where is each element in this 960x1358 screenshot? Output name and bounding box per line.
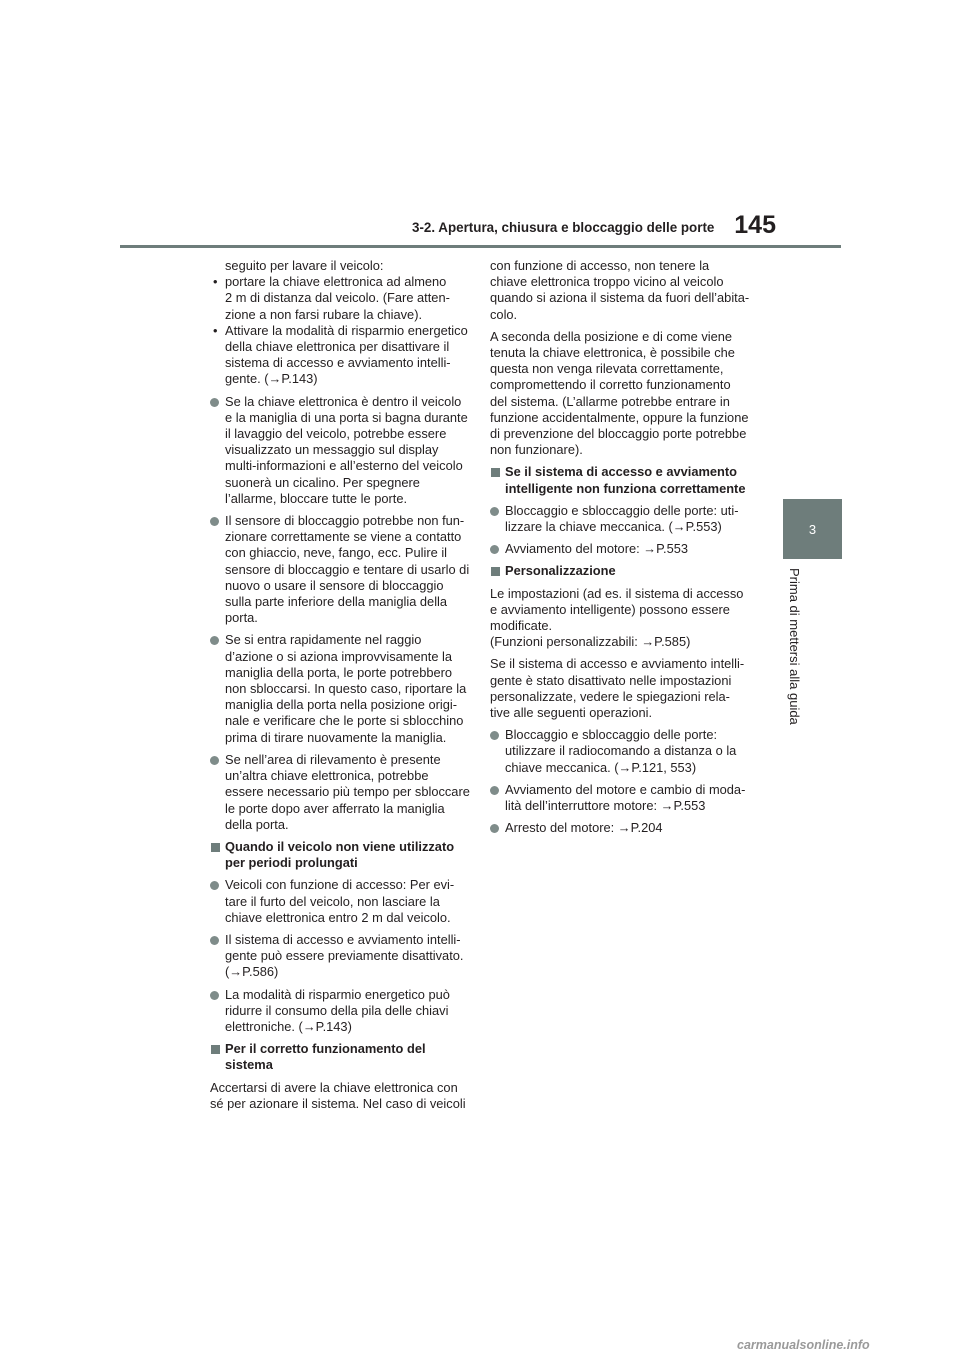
text-line: portare la chiave elettronica ad almeno <box>225 274 447 290</box>
text-line: tive alle seguenti operazioni. <box>490 705 653 721</box>
chapter-title: Prima di mettersi alla guida <box>787 568 802 725</box>
text-line: le porte dopo aver afferrato la maniglia <box>225 800 445 816</box>
text-line: Se il sistema di accesso e avviamento <box>505 464 738 480</box>
chapter-tab[interactable] <box>783 499 842 559</box>
text-line: porta. <box>225 610 258 626</box>
bullet-icon <box>210 936 219 945</box>
text-line: ridurre il consumo della pila delle chiavi <box>225 1002 449 1018</box>
bullet-icon <box>210 636 219 645</box>
text-line: Veicoli con funzione di accesso: Per evi- <box>225 877 455 893</box>
text-line: 2 m di distanza dal veicolo. (Fare atten- <box>225 290 450 306</box>
list-item <box>210 987 472 1036</box>
text-line: zione a non farsi rubare la chiave). <box>225 306 423 322</box>
text-line: funzione accidentalmente, oppure la funzione <box>490 409 749 425</box>
text-line: di prevenzione del bloccaggio porte potrebbe <box>490 426 747 442</box>
text-line: Bloccaggio e sbloccaggio delle porte: uti- <box>505 502 739 518</box>
text-line: seguito per lavare il veicolo: <box>225 258 384 273</box>
section-heading <box>210 839 472 871</box>
text-line: Il sensore di bloccaggio potrebbe non fun- <box>225 513 465 529</box>
text-line: del sistema. (L’allarme potrebbe entrare in <box>490 393 730 409</box>
list-item <box>210 513 472 626</box>
text-line: chiave elettronica troppo vicino al veicolo <box>490 274 724 290</box>
text-line: (Funzioni personalizzabili: →P.585) <box>490 634 691 650</box>
text-line: tare il furto del veicolo, non lasciare la <box>225 893 440 909</box>
dash-marker: • <box>213 274 218 290</box>
text-line: chiave meccanica. (→P.121, 553) <box>505 759 697 775</box>
text-line: e avviamento intelligente) possono essere <box>490 601 730 617</box>
text-line: gente. (→P.143) <box>225 371 318 387</box>
square-icon <box>211 1045 220 1054</box>
list-item <box>490 820 752 836</box>
dash-item <box>210 274 472 323</box>
text-line: lizzare la chiave meccanica. (→P.553) <box>505 519 722 535</box>
text-line: Avviamento del motore e cambio di moda- <box>505 781 746 797</box>
text-line: personalizzate, vedere le spiegazioni rela- <box>490 688 730 704</box>
square-icon <box>491 567 500 576</box>
list-item <box>490 782 752 814</box>
text-line: non sbloccarsi. In questo caso, riportare la <box>225 681 467 697</box>
continued-text <box>210 258 472 274</box>
square-icon <box>211 843 220 852</box>
text-line: un’altra chiave elettronica, potrebbe <box>225 768 429 784</box>
bullet-icon <box>490 507 499 516</box>
list-item <box>490 541 752 557</box>
text-line: colo. <box>490 306 518 322</box>
text-line: nale e verificare che le porte si sblocchino <box>225 713 464 729</box>
text-line: maniglia della porta nella posizione origi- <box>225 697 458 713</box>
text-line: Le impostazioni (ad es. il sistema di accesso <box>490 585 744 601</box>
text-line: (→P.586) <box>225 964 279 980</box>
dash-marker: • <box>213 322 218 338</box>
text-line: Quando il veicolo non viene utilizzato <box>225 838 455 854</box>
paragraph <box>490 586 752 651</box>
square-icon <box>491 468 500 477</box>
text-line: chiave elettronica entro 2 m dal veicolo. <box>225 909 451 925</box>
bullet-icon <box>210 756 219 765</box>
text-line: gente è stato disattivato nelle impostazioni <box>490 672 732 688</box>
list-item <box>210 394 472 507</box>
continued-text <box>490 258 752 323</box>
text-line: Arresto del motore: →P.204 <box>505 820 663 836</box>
text-line: A seconda della posizione e di come viene <box>490 328 733 344</box>
list-item <box>210 632 472 745</box>
list-item <box>210 932 472 981</box>
text-line: intelligente non funziona correttamente <box>505 480 746 496</box>
text-line: per periodi prolungati <box>225 855 358 871</box>
text-line: Attivare la modalità di risparmio energetico <box>225 322 468 338</box>
text-line: Per il corretto funzionamento del <box>225 1041 426 1057</box>
text-line: nuovo o usare il sensore di bloccaggio <box>225 577 444 593</box>
text-line: della chiave elettronica per disattivare il <box>225 339 450 355</box>
text-line: sé per azionare il sistema. Nel caso di veicoli <box>210 1095 466 1111</box>
bullet-icon <box>210 881 219 890</box>
text-line: Personalizzazione <box>505 563 616 579</box>
bullet-icon <box>210 991 219 1000</box>
text-line: zionare correttamente se viene a contatto <box>225 529 462 545</box>
text-line: Se nell’area di rilevamento è presente <box>225 751 441 767</box>
text-line: e la maniglia di una porta si bagna durante <box>225 409 468 425</box>
text-line: modificate. <box>490 618 553 634</box>
paragraph <box>210 1080 472 1112</box>
header-divider <box>120 245 841 248</box>
text-line: sulla parte inferiore della maniglia della <box>225 594 448 610</box>
text-line: elettroniche. (→P.143) <box>225 1018 352 1034</box>
text-line: il lavaggio del veicolo, potrebbe essere <box>225 426 447 442</box>
paragraph <box>490 656 752 721</box>
bullet-icon <box>490 731 499 740</box>
text-line: Accertarsi di avere la chiave elettronica con <box>210 1079 458 1095</box>
section-heading <box>490 563 752 579</box>
section-title: 3-2. Apertura, chiusura e bloccaggio delle porte <box>412 220 715 235</box>
page-number: 145 <box>734 211 776 239</box>
text-line: essere necessario più tempo per sbloccare <box>225 784 470 800</box>
section-heading <box>490 464 752 496</box>
paragraph <box>490 329 752 459</box>
text-line: La modalità di risparmio energetico può <box>225 986 450 1002</box>
bullet-icon <box>490 786 499 795</box>
text-line: multi-informazioni e all’esterno del veicolo <box>225 458 463 474</box>
text-line: con ghiaccio, neve, fango, ecc. Pulire il <box>225 545 448 561</box>
text-line: d’azione o si aziona improvvisamente la <box>225 648 453 664</box>
text-line: suonerà un cicalino. Per spegnere <box>225 474 420 490</box>
text-line: lità dell’interruttore motore: →P.553 <box>505 798 706 814</box>
text-line: Il sistema di accesso e avviamento intelli- <box>225 931 461 947</box>
text-line: prima di tirare nuovamente la maniglia. <box>225 729 447 745</box>
text-line: Avviamento del motore: →P.553 <box>505 541 689 557</box>
dash-item <box>210 323 472 388</box>
list-item <box>210 752 472 833</box>
text-line: Se si entra rapidamente nel raggio <box>225 632 422 648</box>
text-line: della porta. <box>225 816 289 832</box>
text-line: Bloccaggio e sbloccaggio delle porte: <box>505 727 718 743</box>
text-line: l’allarme, bloccare tutte le porte. <box>225 490 408 506</box>
left-column <box>210 258 472 1118</box>
bullet-icon <box>490 545 499 554</box>
text-line: compromettendo il corretto funzionamento <box>490 377 731 393</box>
watermark: carmanualsonline.info <box>737 1338 870 1352</box>
text-line: tenuta la chiave elettronica, è possibile che <box>490 345 735 361</box>
bullet-icon <box>210 517 219 526</box>
right-column <box>490 258 752 843</box>
text-line: Se il sistema di accesso e avviamento intelli- <box>490 656 745 672</box>
text-line: quando si aziona il sistema da fuori dell’abita- <box>490 290 750 306</box>
text-line: visualizzato un messaggio sul display <box>225 442 439 458</box>
text-line: sensore di bloccaggio e tentare di usarlo di <box>225 561 470 577</box>
list-item <box>490 727 752 776</box>
text-line: utilizzare il radiocomando a distanza o la <box>505 743 737 759</box>
bullet-icon <box>490 824 499 833</box>
list-item <box>490 503 752 535</box>
bullet-icon <box>210 398 219 407</box>
text-line: Se la chiave elettronica è dentro il veicolo <box>225 393 462 409</box>
text-line: con funzione di accesso, non tenere la <box>490 258 710 273</box>
text-line: sistema <box>225 1057 273 1073</box>
text-line: non funzionare). <box>490 442 583 458</box>
list-item <box>210 877 472 926</box>
text-line: gente può essere previamente disattivato. <box>225 948 464 964</box>
chapter-number: 3 <box>808 521 817 537</box>
section-heading <box>210 1041 472 1073</box>
text-line: maniglia della porta, le porte potrebbero <box>225 664 453 680</box>
text-line: sistema di accesso e avviamento intelli- <box>225 355 451 371</box>
text-line: questa non venga rilevata correttamente, <box>490 361 724 377</box>
